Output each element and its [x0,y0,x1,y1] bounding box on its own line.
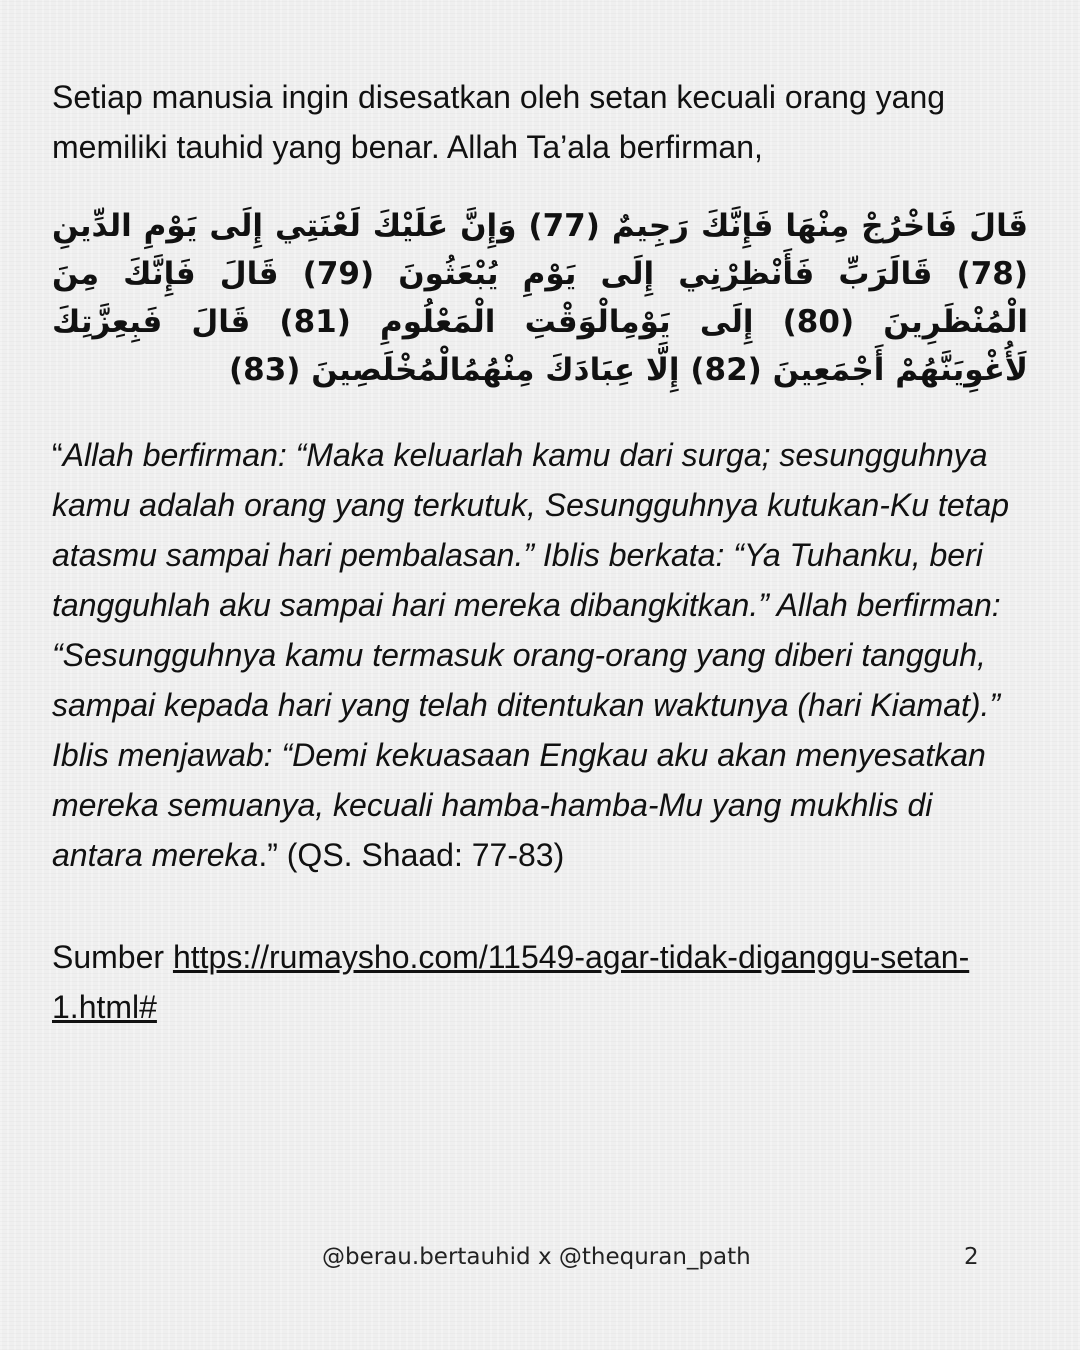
footer-credit: @berau.bertauhid x @thequran_path [322,1244,751,1270]
page-number: 2 [964,1244,979,1270]
quran-reference: .” (QS. Shaad: 77-83) [258,837,565,873]
source-link[interactable]: https://rumaysho.com/11549-agar-tidak-diganggu-setan-1.html# [52,939,970,1025]
source-label: Sumber [52,939,165,975]
translation-text: Allah berfirman: “Maka keluarlah kamu dari surga; sesungguhnya kamu adalah orang yang terkutuk, Sesungguhnya kutukan-Ku tetap atasmu sampai hari pembalasan.” Iblis berkata: “Ya Tuhanku, beri tangguhlah aku sampai hari mereka dibangkitkan.” Allah berfirman: “Sesungguhnya kamu termasuk orang-orang yang diberi tangguh, sampai kepada hari yang telah ditentukan waktunya (hari Kiamat).” Iblis menjawab: “Demi kekuasaan Engkau aku akan menyesatkan mereka semuanya, kecuali hamba-hamba-Mu yang mukhlis di antara mereka [52,437,1010,873]
intro-paragraph: Setiap manusia ingin disesatkan oleh setan kecuali orang yang memiliki tauhid yang benar. Allah Ta’ala berfirman, [52,79,946,165]
arabic-verse: قَالَ فَاخْرُجْ مِنْهَا فَإِنَّكَ رَجِيمٌ (77) وَإِنَّ عَلَيْكَ لَعْنَتِي إِلَى يَوْمِ الدِّينِ (78) قَالَرَبِّ فَأَنْظِرْنِي إِلَى يَوْمِ يُبْعَثُونَ (79) قَالَ فَإِنَّكَ مِنَ الْمُنْظَرِينَ (80) إِلَى يَوْمِالْوَقْتِ الْمَعْلُومِ (81) قَالَ فَبِعِزَّتِكَ لَأُغْوِيَنَّهُمْ أَجْمَعِينَ (82) إِلَّا عِبَادَكَ مِنْهُمُالْمُخْلَصِينَ (83) [52,208,1029,388]
translation-paragraph [52,430,1028,880]
source-line [52,932,1028,1032]
translation-open-quote: “ [52,437,63,473]
footer [0,1240,1080,1280]
content [52,72,1028,1032]
